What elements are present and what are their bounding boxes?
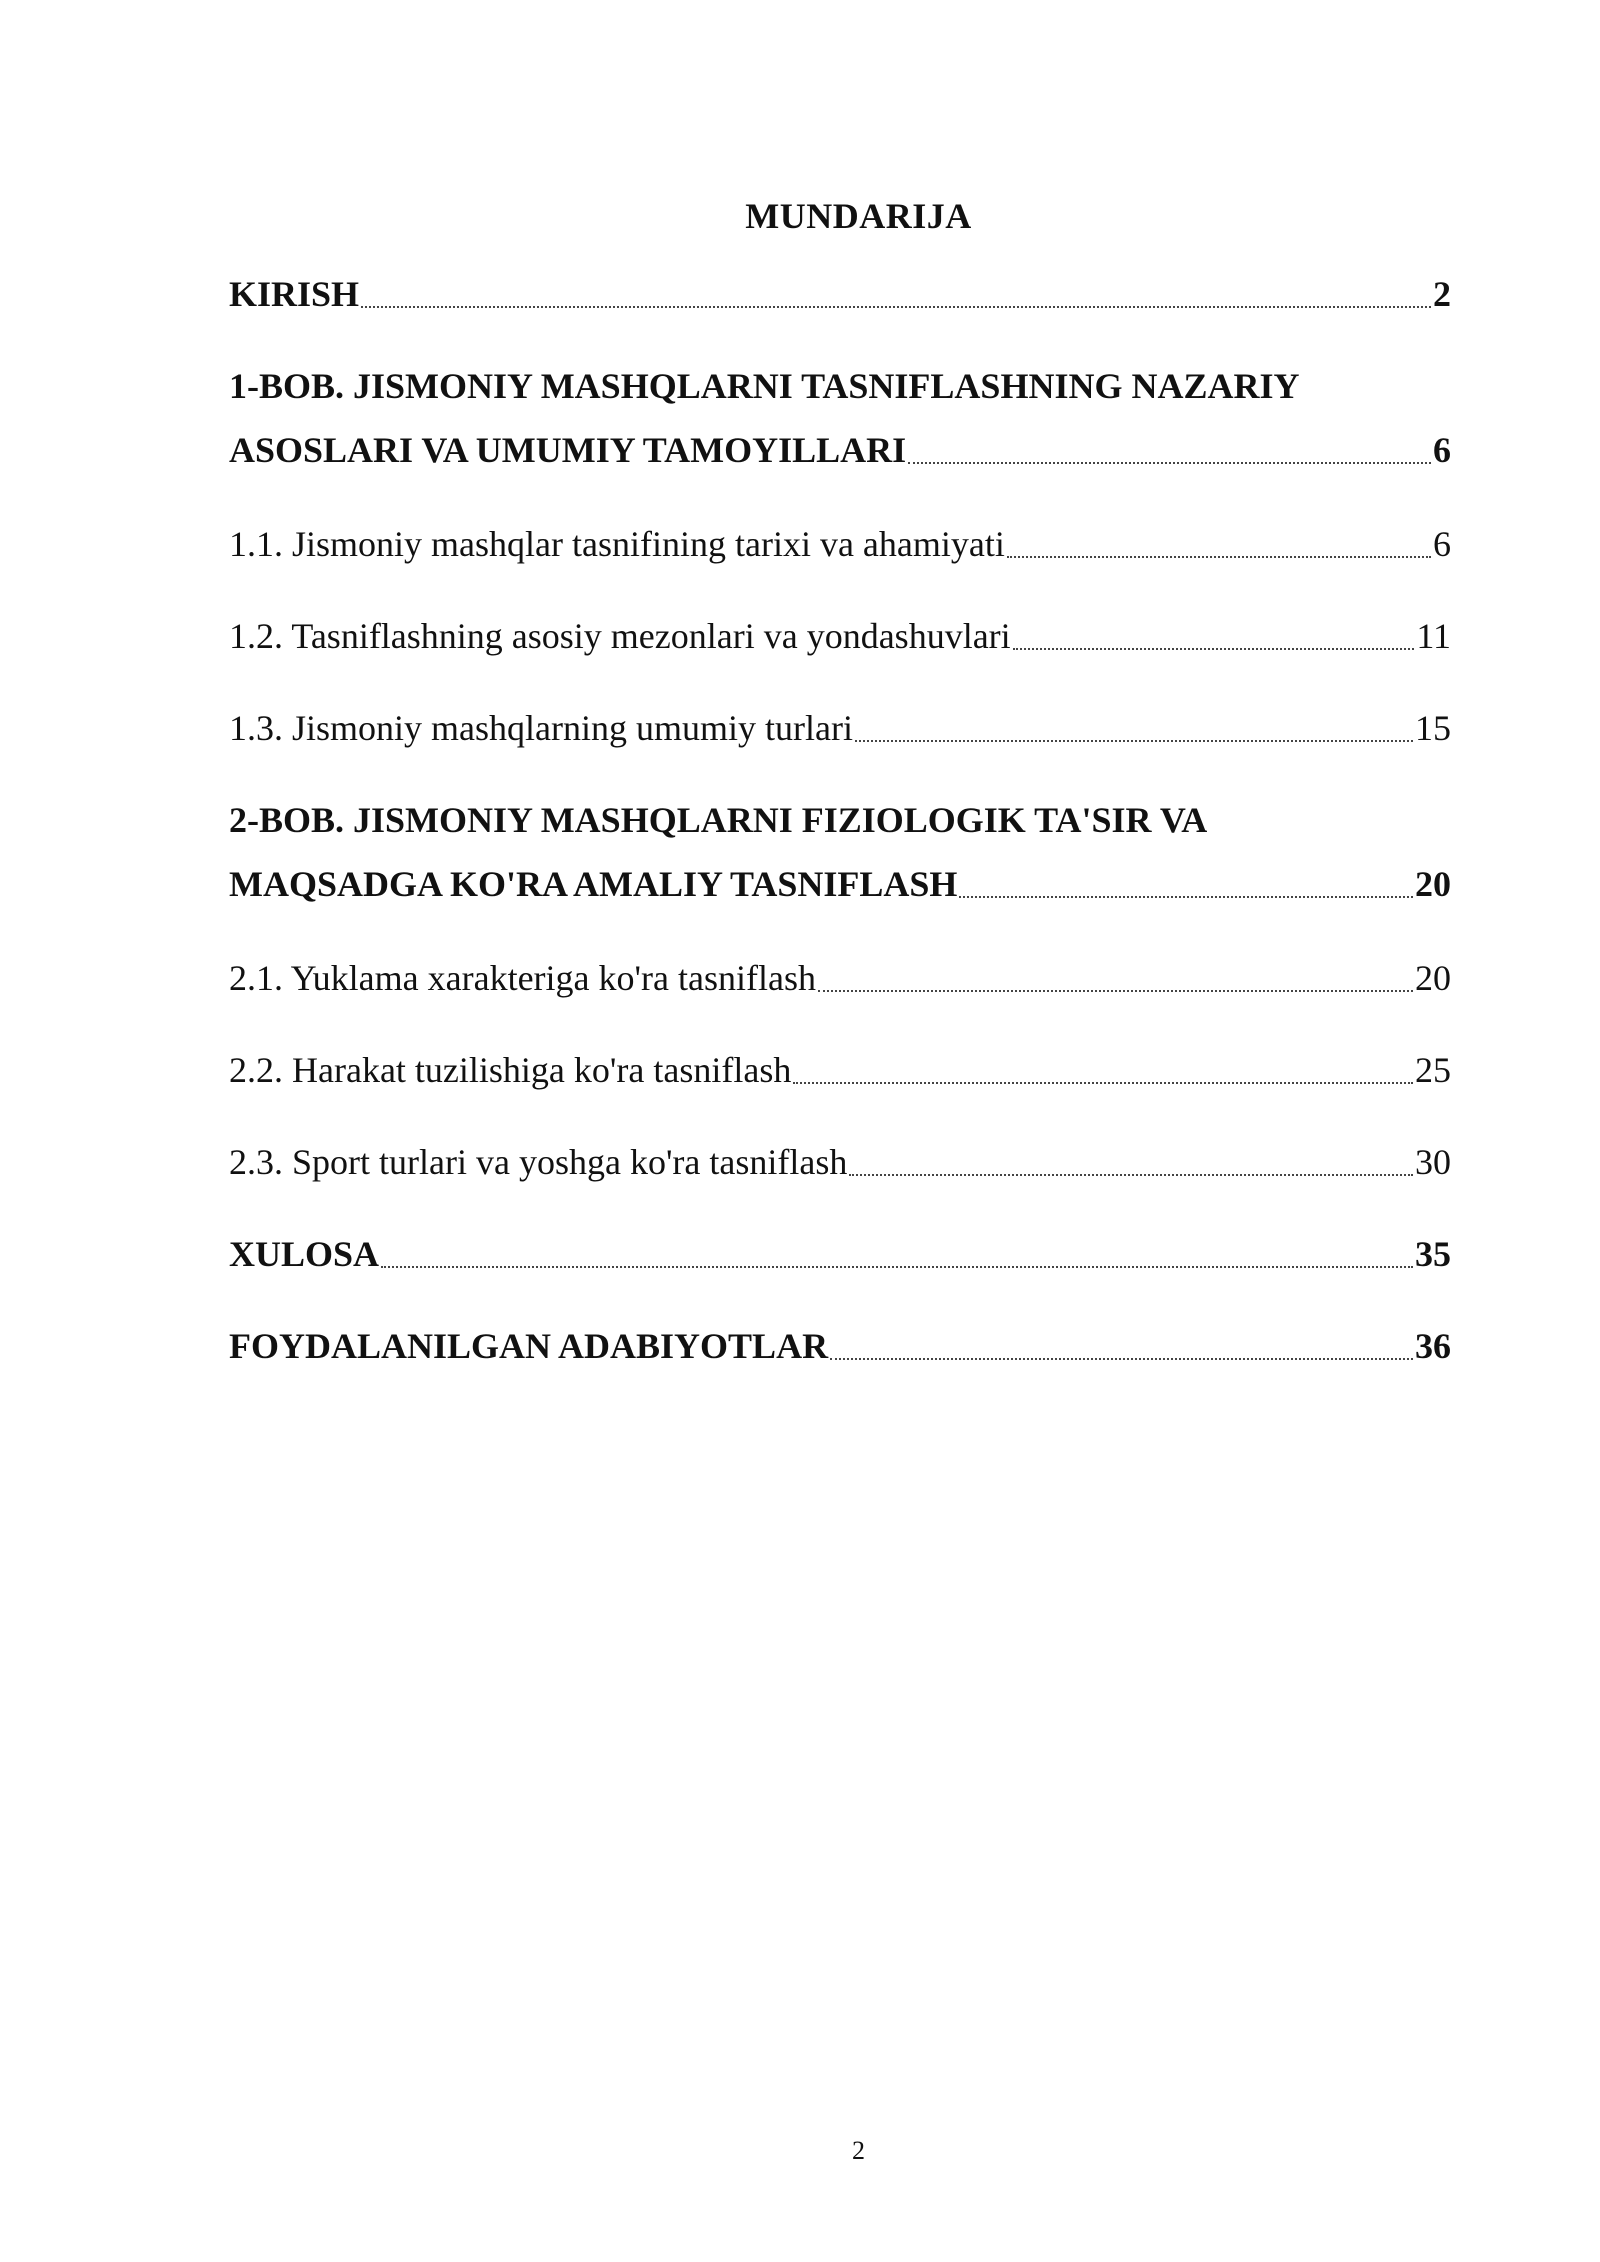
dot-leader <box>830 1358 1413 1360</box>
toc-entry-page: 25 <box>1415 1050 1451 1090</box>
toc-entry-page: 6 <box>1433 430 1451 470</box>
dot-leader <box>908 462 1431 464</box>
toc-entry-page: 11 <box>1416 616 1451 656</box>
toc-heading-text: MUNDARIJA <box>745 196 972 236</box>
toc-entry-page: 2 <box>1433 274 1451 314</box>
toc-entry-adabiyotlar[interactable] <box>229 1314 1451 1378</box>
toc-entry-label: 2.2. Harakat tuzilishiga ko'ra tasniflash <box>229 1050 792 1090</box>
dot-leader <box>1007 556 1431 558</box>
dot-leader <box>381 1266 1413 1268</box>
toc-entry-label: 2.1. Yuklama xarakteriga ko'ra tasniflash <box>229 958 816 998</box>
dot-leader <box>855 740 1413 742</box>
toc-entry-page: 15 <box>1415 708 1451 748</box>
toc-entry-label-line1: 1-BOB. JISMONIY MASHQLARNI TASNIFLASHNING NAZARIY <box>229 366 1300 406</box>
toc-entry-label-line1: 2-BOB. JISMONIY MASHQLARNI FIZIOLOGIK TA'SIR VA <box>229 800 1208 840</box>
toc-entry-section-2-2[interactable] <box>229 1038 1451 1102</box>
dot-leader <box>361 306 1431 308</box>
toc-entry-section-2-3[interactable] <box>229 1130 1451 1194</box>
toc-heading <box>0 194 1600 238</box>
toc-entry-chapter-1[interactable] <box>229 354 1451 482</box>
toc-entry-section-2-1[interactable] <box>229 946 1451 1010</box>
toc-entry-page: 36 <box>1415 1326 1451 1366</box>
toc-entry-page: 35 <box>1415 1234 1451 1274</box>
toc-entry-section-1-2[interactable] <box>229 604 1451 668</box>
page-number: 2 <box>852 2136 865 2165</box>
toc-entry-label: ASOSLARI VA UMUMIY TAMOYILLARI <box>229 430 907 470</box>
dot-leader <box>793 1082 1413 1084</box>
toc-entry-page: 20 <box>1415 864 1451 904</box>
toc-entry-label: MAQSADGA KO'RA AMALIY TASNIFLASH <box>229 864 958 904</box>
dot-leader <box>818 990 1413 992</box>
toc-entry-label: XULOSA <box>229 1234 380 1274</box>
toc-entry-page: 30 <box>1415 1142 1451 1182</box>
toc-entry-page: 6 <box>1433 524 1451 564</box>
toc-entry-label: FOYDALANILGAN ADABIYOTLAR <box>229 1326 829 1366</box>
toc-entry-section-1-1[interactable] <box>229 512 1451 576</box>
toc-entry-label: 2.3. Sport turlari va yoshga ko'ra tasniflash <box>229 1142 848 1182</box>
dot-leader <box>1013 648 1415 650</box>
toc-entry-label: 1.3. Jismoniy mashqlarning umumiy turlari <box>229 708 853 748</box>
toc-entry-label: 1.2. Tasniflashning asosiy mezonlari va yondashuvlari <box>229 616 1011 656</box>
dot-leader <box>849 1174 1413 1176</box>
toc-entry-section-1-3[interactable] <box>229 696 1451 760</box>
toc-entry-label: 1.1. Jismoniy mashqlar tasnifining tarixi va ahamiyati <box>229 524 1005 564</box>
toc-entry-kirish[interactable] <box>229 262 1451 326</box>
toc-entry-chapter-2[interactable] <box>229 788 1451 916</box>
toc-entry-label: KIRISH <box>229 274 360 314</box>
toc-entry-page: 20 <box>1415 958 1451 998</box>
toc-entry-xulosa[interactable] <box>229 1222 1451 1286</box>
dot-leader <box>959 896 1413 898</box>
